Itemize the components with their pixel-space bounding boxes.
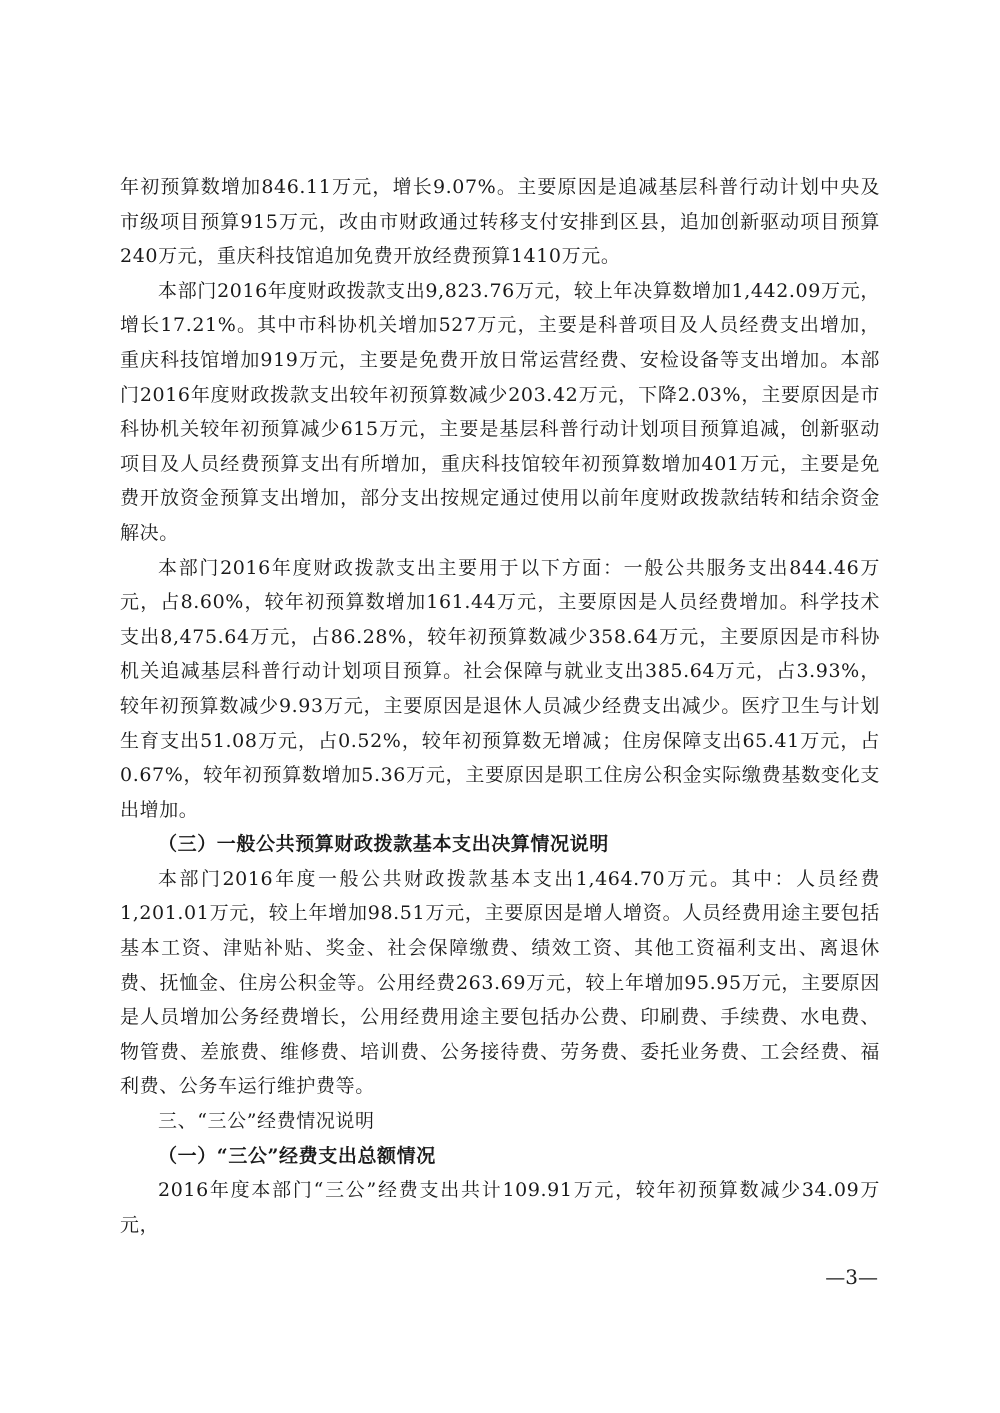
paragraph-expenditure-breakdown: 本部门2016年度财政拨款支出主要用于以下方面：一般公共服务支出844.46万元，占8.60%，较年初预算数增加161.44万元，主要原因是人员经费增加。科学技术支出8,475.64万元，占86.28%，较年初预算数减少358.64万元，主要原因是市科协机关追减基层科普行动计划项目预算。社会保障与就业支出385.64万元，占3.93%，较年初预算数减少9.93万元，主要原因是退休人员减少经费支出减少。医疗卫生与计划生育支出51.08万元，占0.52%，较年初预算数无增减；住房保障支出65.41万元，占0.67%，较年初预算数增加5.36万元，主要原因是职工住房公积金实际缴费基数变化支出增加。	[120, 556, 880, 821]
paragraph-continuation: 年初预算数增加846.11万元，增长9.07%。主要原因是追减基层科普行动计划中央及市级项目预算915万元，改由市财政通过转移支付安排到区县，追加创新驱动项目预算240万元，重庆科技馆追加免费开放经费预算1410万元。	[120, 176, 880, 268]
subsection-heading-three-public-total: （一）“三公”经费支出总额情况	[158, 1144, 436, 1167]
paragraph-basic-expenditure: 本部门2016年度一般公共财政拨款基本支出1,464.70万元。其中：人员经费1,201.01万元，较上年增加98.51万元，主要原因是增人增资。人员经费用途主要包括基本工资、津贴补贴、奖金、社会保障缴费、绩效工资、其他工资福利支出、离退休费、抚恤金、住房公积金等。公用经费263.69万元，较上年增加95.95万元，主要原因是人员增加公务经费增长，公用经费用途主要包括办公费、印刷费、手续费、水电费、物管费、差旅费、维修费、培训费、公务接待费、劳务费、委托业务费、工会经费、福利费、公务车运行维护费等。	[120, 867, 880, 1098]
section-heading-basic-expenditure: （三）一般公共预算财政拨款基本支出决算情况说明	[158, 833, 609, 856]
paragraph-appropriation-expenditure: 本部门2016年度财政拨款支出9,823.76万元，较上年决算数增加1,442.09万元，增长17.21%。其中市科协机关增加527万元，主要是科普项目及人员经费支出增加，重庆科技馆增加919万元，主要是免费开放日常运营经费、安检设备等支出增加。本部门2016年度财政拨款支出较年初预算数减少203.42万元，下降2.03%，主要原因是市科协机关较年初预算减少615万元，主要是基层科普行动计划项目预算追减，创新驱动项目及人员经费预算支出有所增加，重庆科技馆较年初预算数增加401万元，主要是免费开放资金预算支出增加，部分支出按规定通过使用以前年度财政拨款结转和结余资金解决。	[120, 279, 880, 544]
section-heading-three-public: 三、“三公”经费情况说明	[158, 1110, 375, 1133]
document-body	[120, 170, 880, 1242]
page-number: —3—	[825, 1265, 878, 1289]
paragraph-three-public-total: 2016年度本部门“三公”经费支出共计109.91万元，较年初预算数减少34.09万元，	[120, 1179, 880, 1236]
